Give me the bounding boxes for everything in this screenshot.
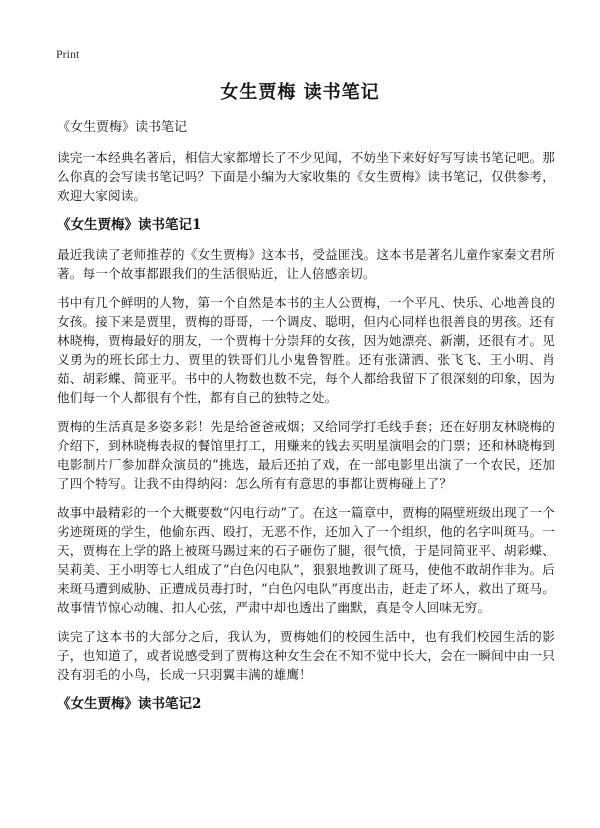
print-link[interactable]: Print <box>56 47 80 61</box>
section-heading-1: 《女生贾梅》读书笔记1 <box>57 217 202 233</box>
page-title: 女生贾梅 读书笔记 <box>220 82 380 103</box>
section-1-paragraph-5: 读完了这本书的大部分之后，我认为，贾梅她们的校园生活中，也有我们校园生活的影子，也知道了，或者说感受到了贾梅这种女生会在不知不觉中长大，会在一瞬间中由一只没有羽毛的小鸟，长成一只羽翼丰满的雄鹰！ <box>57 629 555 682</box>
section-1-paragraph-1: 最近我读了老师推荐的《女生贾梅》这本书，受益匪浅。这本书是著名儿童作家秦文君所著。每一个故事都跟我们的生活很贴近，让人倍感亲切。 <box>57 247 555 281</box>
article-subtitle: 《女生贾梅》读书笔记 <box>57 120 188 135</box>
section-1-paragraph-4: 故事中最精彩的一个大概要数“闪电行动”了。在这一篇章中，贾梅的隔壁班级出现了一个劣迹斑斑的学生，他偷东西、殴打，无恶不作，还加入了一个组织，他的名字叫斑马。一天，贾梅在上学的路上被斑马踢过来的石子砸伤了腿，很气愤，于是同简亚平、胡彩蝶、吴莉美、王小明等七人组成了“白色闪电队”，狠狠地教训了斑马，使他不敢胡作非为。后来斑马遭到威胁、正遭成员毒打时，“白色闪电队”再度出击，赶走了坏人，救出了斑马。故事情节惊心动魄、扣人心弦，严肃中却也透出了幽默，真是令人回味无穷。 <box>57 505 555 615</box>
section-heading-2: 《女生贾梅》读书笔记2 <box>57 696 202 712</box>
section-1-paragraph-3: 贾梅的生活真是多姿多彩！先是给爸爸戒烟；又给同学打毛线手套；还在好朋友林晓梅的介绍下，到林晓梅表叔的餐馆里打工，用赚来的钱去买明星演唱会的门票；还和林晓梅到电影制片厂参加群众演员的“挑选，最后还拍了戏，在一部电影里出演了一个农民，还加了四个特写。让我不由得纳闷：怎么所有有意思的事都让贾梅碰上了？ <box>57 419 555 491</box>
section-1-paragraph-2: 书中有几个鲜明的人物，第一个自然是本书的主人公贾梅，一个平凡、快乐、心地善良的女孩。接下来是贾里，贾梅的哥哥，一个调皮、聪明，但内心同样也很善良的男孩。还有林晓梅，贾梅最好的朋友，一个贾梅十分崇拜的女孩，因为她漂亮、新潮，还很有才。见义勇为的班长邱士力、贾里的铁哥们儿小鬼鲁智胜。还有张潇洒、张飞飞、王小明、肖茹、胡彩蝶、简亚平。书中的人物数也数不完，每个人都给我留下了很深刻的印象，因为他们每一个人都很有个性，都有自己的独特之处。 <box>57 295 555 405</box>
article-body <box>57 118 555 724</box>
intro-paragraph: 读完一本经典名著后，相信大家都增长了不少见闻，不妨坐下来好好写写读书笔记吧。那么你真的会写读书笔记吗？下面是小编为大家收集的《女生贾梅》读书笔记，仅供参考，欢迎大家阅读。 <box>57 150 555 203</box>
